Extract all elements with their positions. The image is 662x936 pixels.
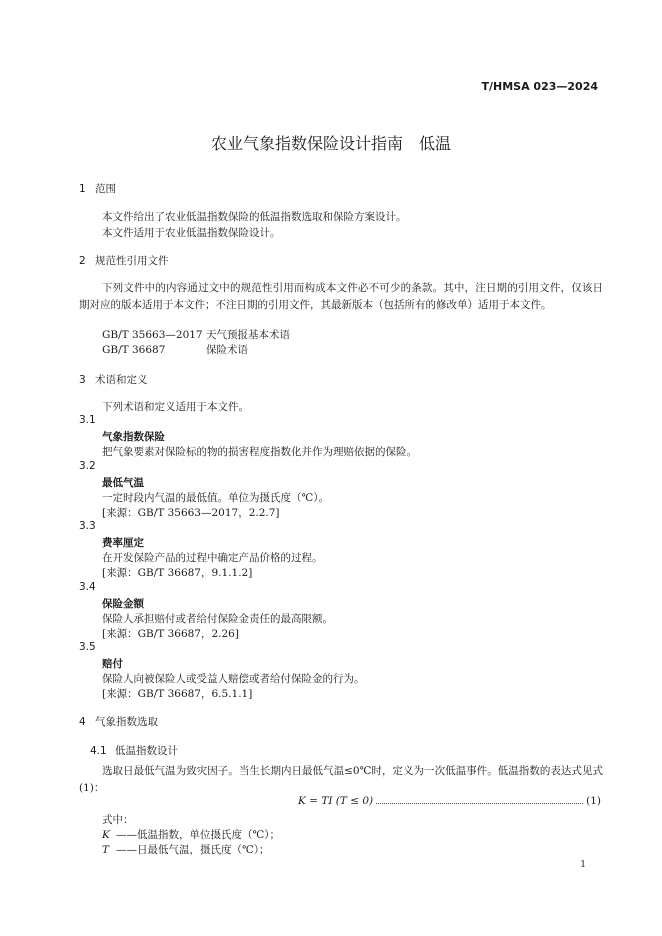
subsection-number: 4.1 xyxy=(90,745,107,757)
section-title: 范围 xyxy=(95,183,116,195)
section-heading xyxy=(79,372,148,387)
section-title: 气象指数选取 xyxy=(95,716,158,728)
term-number: 3.5 xyxy=(79,641,96,653)
term-source: [来源：GB/T 36687，9.1.1.2] xyxy=(102,567,253,579)
term-definition: 在开发保险产品的过程中确定产品价格的过程。 xyxy=(102,552,323,564)
section-number: 2 xyxy=(79,255,86,267)
section-heading xyxy=(79,253,169,268)
paragraph: 选取日最低气温为致灾因子。当生长期内日最低气温≤0℃时，定义为一次低温事件。低温指数的表达式见式(1)： xyxy=(79,765,603,794)
section-heading xyxy=(79,181,116,196)
term-source: [来源：GB/T 36687，2.26] xyxy=(102,628,239,640)
leader-dots xyxy=(376,803,583,804)
reference-title: 保险术语 xyxy=(206,344,248,356)
symbol-definition xyxy=(102,842,270,857)
paragraph: 本文件适用于农业低温指数保险设计。 xyxy=(102,227,281,239)
term-name: 赔付 xyxy=(102,658,123,670)
term-number: 3.3 xyxy=(79,520,96,532)
term-number: 3.1 xyxy=(79,414,96,426)
paragraph: 下列文件中的内容通过文中的规范性引用而构成本文件必不可少的条款。其中，注日期的引用文件，仅该日期对应的版本适用于本文件；不注日期的引用文件，其最新版本（包括所有的修改单）适用于本文件。 xyxy=(79,282,603,311)
term-definition: 保险人向被保险人或受益人赔偿或者给付保险金的行为。 xyxy=(102,673,365,685)
formula: K = TI (T ≤ 0) xyxy=(298,795,374,807)
symbol-description: ——低温指数，单位摄氏度（℃）； xyxy=(116,829,280,841)
subsection-heading xyxy=(90,743,178,758)
term-name: 费率厘定 xyxy=(102,537,144,549)
reference-item xyxy=(102,327,290,342)
symbol-definition xyxy=(102,827,280,842)
term-number: 3.2 xyxy=(79,460,96,472)
term-name: 气象指数保险 xyxy=(102,431,165,443)
paragraph: 下列术语和定义适用于本文件。 xyxy=(102,401,249,413)
term-definition: 把气象要素对保险标的物的损害程度指数化并作为理赔依据的保险。 xyxy=(102,446,417,458)
paragraph: 本文件给出了农业低温指数保险的低温指数选取和保险方案设计。 xyxy=(102,211,407,223)
section-title: 规范性引用文件 xyxy=(95,255,169,267)
term-number: 3.4 xyxy=(79,581,96,593)
where-label: 式中： xyxy=(102,814,134,826)
term-name: 最低气温 xyxy=(102,477,144,489)
term-source: [来源：GB/T 36687，6.5.1.1] xyxy=(102,688,253,700)
section-title: 术语和定义 xyxy=(95,374,148,386)
standard-code: T/HMSA 023—2024 xyxy=(481,80,598,93)
symbol-description: ——日最低气温，摄氏度（℃）； xyxy=(116,844,270,856)
term-source: [来源：GB/T 35663—2017，2.2.7] xyxy=(102,507,280,519)
formula-line xyxy=(298,795,601,807)
subsection-title: 低温指数设计 xyxy=(115,745,178,757)
formula-number: (1) xyxy=(586,795,601,807)
reference-title: 天气预报基本术语 xyxy=(206,329,290,341)
symbol: T xyxy=(102,844,110,856)
section-number: 1 xyxy=(79,183,86,195)
reference-code: GB/T 36687 xyxy=(102,344,166,356)
page-number: 1 xyxy=(580,860,586,870)
term-definition: 一定时段内气温的最低值。单位为摄氏度（℃）。 xyxy=(102,492,329,504)
section-heading xyxy=(79,714,158,729)
term-definition: 保险人承担赔付或者给付保险金责任的最高限额。 xyxy=(102,613,333,625)
section-number: 4 xyxy=(79,716,86,728)
reference-code: GB/T 35663—2017 xyxy=(102,329,203,341)
reference-item xyxy=(102,342,248,357)
document-title: 农业气象指数保险设计指南 低温 xyxy=(210,134,451,153)
term-name: 保险金额 xyxy=(102,598,144,610)
section-number: 3 xyxy=(79,374,86,386)
symbol: K xyxy=(102,829,110,841)
